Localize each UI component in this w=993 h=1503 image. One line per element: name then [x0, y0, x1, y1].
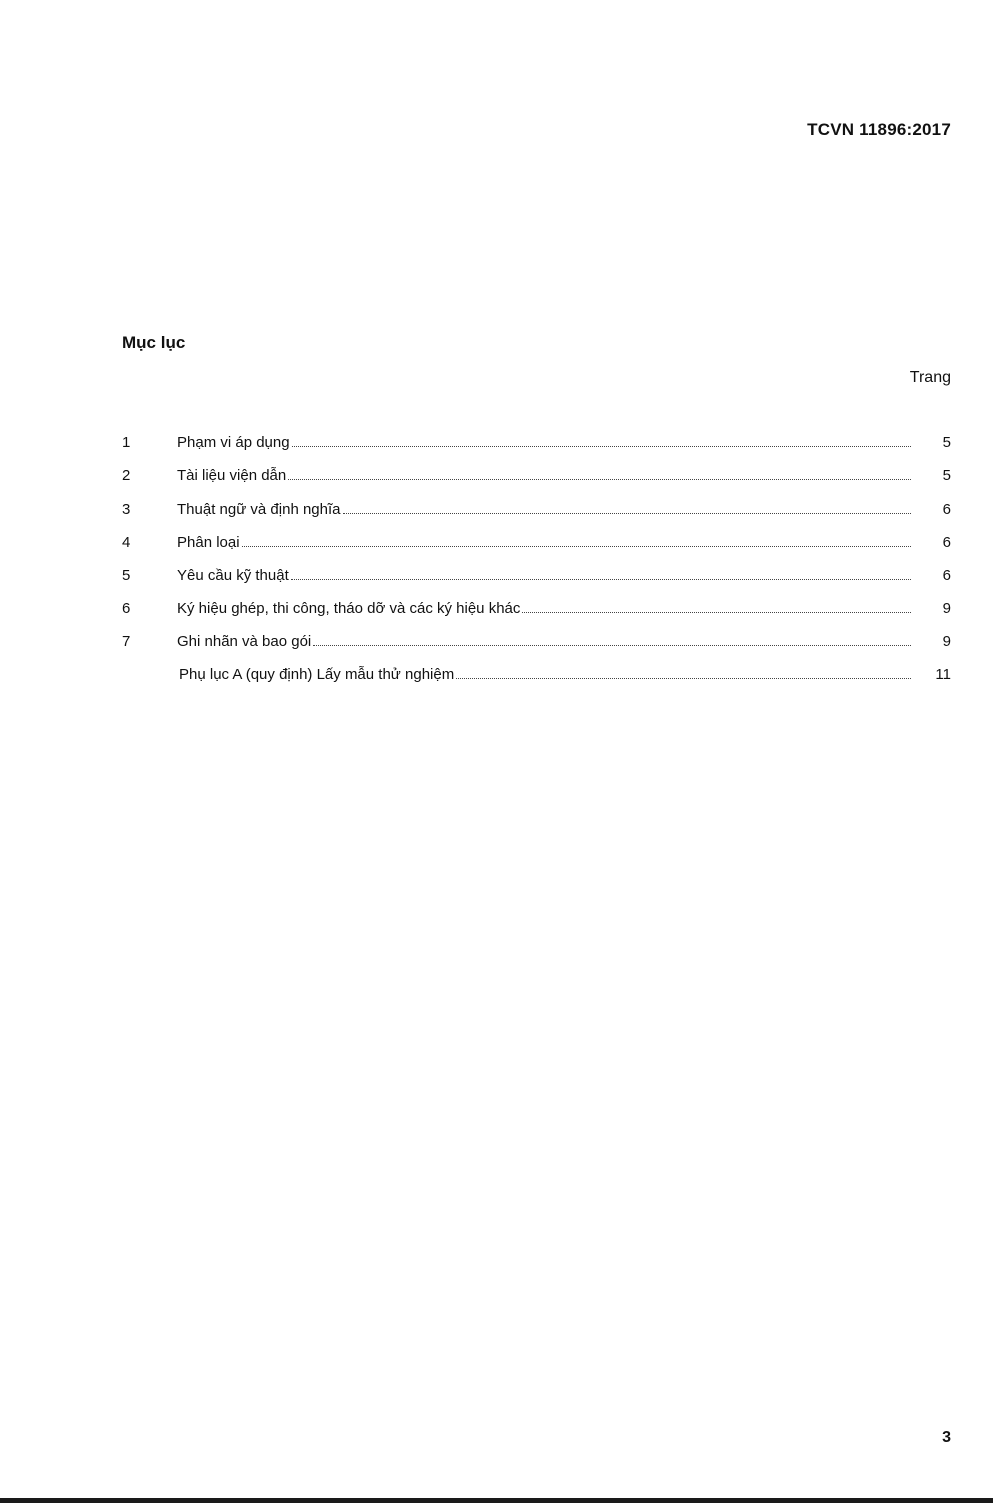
toc-entry-label: Phạm vi áp dụng — [177, 434, 290, 451]
toc-entry-technical-requirements[interactable] — [0, 565, 993, 587]
toc-dot-leader — [288, 479, 911, 480]
toc-dot-leader — [343, 513, 912, 514]
toc-entry-normative-references[interactable] — [0, 465, 993, 487]
toc-entry-number: 4 — [122, 534, 131, 551]
toc-entry-label: Phụ lục A (quy định) Lấy mẫu thử nghiệm — [179, 666, 455, 683]
toc-entry-number: 7 — [122, 633, 131, 650]
toc-entry-page: 5 — [942, 434, 951, 451]
toc-entry-page: 11 — [935, 666, 951, 683]
toc-dot-leader — [456, 678, 911, 679]
toc-entry-label: Tài liệu viện dẫn — [177, 467, 287, 484]
toc-dot-leader — [313, 645, 911, 646]
toc-entry-page: 9 — [942, 600, 951, 617]
toc-entry-number: 3 — [122, 501, 131, 518]
toc-entry-number: 6 — [122, 600, 131, 617]
toc-entry-label: Thuật ngữ và định nghĩa — [177, 501, 341, 518]
toc-entry-classification[interactable] — [0, 532, 993, 554]
page-number: 3 — [942, 1429, 951, 1446]
toc-entry-page: 5 — [942, 467, 951, 484]
toc-entry-marking-packaging[interactable] — [0, 631, 993, 653]
toc-entry-number: 2 — [122, 467, 131, 484]
scan-bottom-edge — [0, 1498, 993, 1503]
toc-entry-number: 5 — [122, 567, 131, 584]
toc-entry-page: 6 — [942, 501, 951, 518]
toc-entry-label: Ghi nhãn và bao gói — [177, 633, 312, 650]
toc-entry-label: Yêu cầu kỹ thuật — [177, 567, 289, 584]
toc-page-column-label: Trang — [909, 369, 951, 386]
toc-dot-leader — [522, 612, 911, 613]
toc-title: Mục lục — [122, 333, 186, 352]
toc-entry-page: 9 — [942, 633, 951, 650]
toc-dot-leader — [291, 579, 911, 580]
toc-entry-label: Phân loại — [177, 534, 240, 551]
toc-entry-label: Ký hiệu ghép, thi công, tháo dỡ và các ký hiệu khác — [177, 600, 521, 617]
toc-entry-symbols[interactable] — [0, 598, 993, 620]
toc-entry-page: 6 — [942, 567, 951, 584]
toc-entry-terms-definitions[interactable] — [0, 499, 993, 521]
toc-dot-leader — [242, 546, 911, 547]
toc-entry-page: 6 — [942, 534, 951, 551]
toc-entry-annex-a[interactable] — [0, 664, 993, 686]
toc-entry-scope[interactable] — [0, 432, 993, 454]
toc-entry-number: 1 — [122, 434, 131, 451]
toc-dot-leader — [292, 446, 911, 447]
document-code: TCVN 11896:2017 — [807, 120, 951, 139]
